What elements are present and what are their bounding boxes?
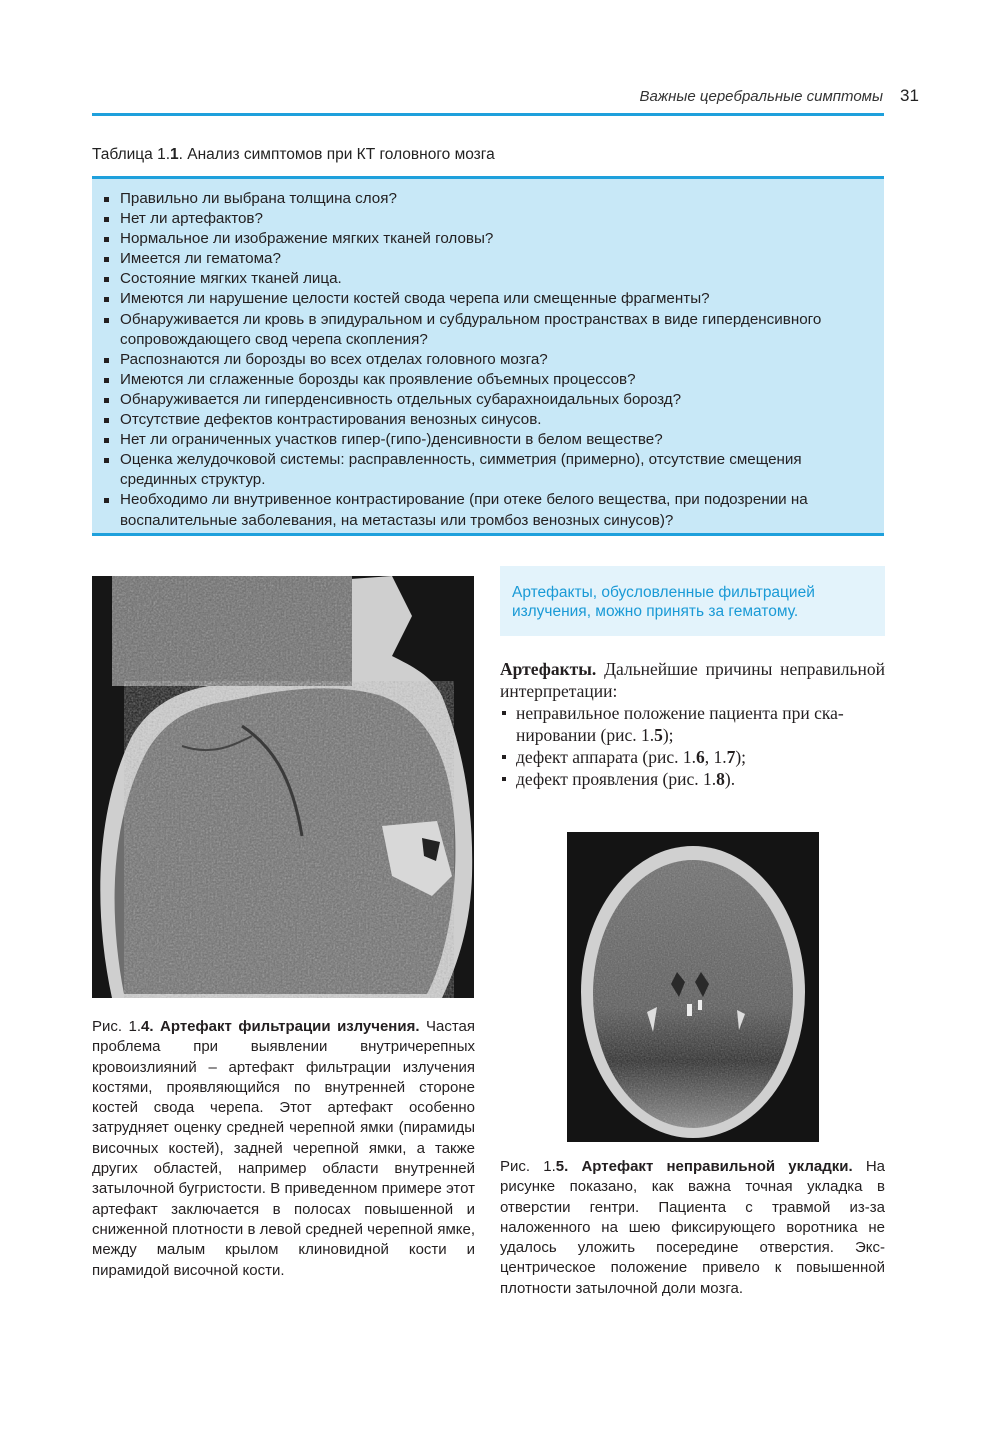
- symptom-item: Нет ли артефактов?: [102, 209, 872, 229]
- artifact-cause-text: дефект проявления (рис. 1.: [516, 769, 717, 789]
- symptom-item: Правильно ли выбрана толщина слоя?: [102, 189, 872, 209]
- symptom-item: Нет ли ограниченных участков гипер-(гипо-)денсивности в белом веществе?: [102, 430, 872, 450]
- figure-4-number: 4: [141, 1018, 150, 1035]
- symptom-item: Имеются ли нарушение целости костей свода черепа или смещенные фрагменты?: [102, 289, 872, 309]
- highlight-box: [500, 566, 885, 636]
- artifact-cause-tail: );: [735, 747, 747, 767]
- artifact-cause-tail: ).: [724, 769, 736, 789]
- artifact-cause-bold: 6: [695, 747, 705, 767]
- page-number: 31: [900, 86, 919, 105]
- figure-5-number: 5: [555, 1158, 565, 1175]
- header-rule: [92, 113, 884, 116]
- symptom-table: [92, 176, 884, 536]
- highlight-text: Артефакты, обусловленные фильтрацией излучения, можно принять за гематому.: [512, 584, 815, 620]
- artifact-causes-list: [500, 702, 885, 790]
- table-caption-number: 1: [170, 146, 179, 163]
- table-caption: [92, 146, 495, 164]
- figure-5-title: . Артефакт неправильной укладки.: [564, 1158, 853, 1175]
- symptom-item: Оценка желудочковой системы: расправленность, симметрия (примерно), отсутствие смещения срединных структур.: [102, 450, 872, 490]
- symptom-item: Необходимо ли внутривенное контрастирование (при отеке белого вещества, при подозрении на воспалительные заболевания, на метастазы или тромбоз венозных синусов)?: [102, 490, 872, 530]
- figure-4-title: . Артефакт фильтрации излучения.: [149, 1018, 420, 1035]
- symptom-item: Нормальное ли изображение мягких тканей головы?: [102, 229, 872, 249]
- artifact-cause-item: [500, 746, 885, 768]
- artifact-cause-bold: 8: [716, 769, 725, 789]
- artifact-cause-bold: 5: [654, 725, 663, 745]
- figure-4-body: Частая проблема при выявлении внутричерепных кровоизлияний – артефакт фильтрации излучения костями, проявляющийся по внутренней стороне костей свода черепа. Этот артефакт особенно затрудняет оценку средней черепной ямки (пирамиды височных костей), задней черепной ямки, а также других областей, например области внутренней затылочной бугристости. В приведенном примере этот артефакт заключается в полосах повышенной и сниженной плотности в левой средней черепной ямке, между малым крылом клиновидной кости и пирамидой височной кости.: [92, 1018, 475, 1279]
- artifact-cause-item: [500, 768, 885, 790]
- figure-5-caption: [500, 1157, 885, 1299]
- figure-4-label: Рис. 1.: [92, 1018, 142, 1035]
- running-header: Важные церебральные симптомы: [639, 88, 883, 105]
- symptom-item: Имеется ли гематома?: [102, 249, 872, 269]
- ct-scan-image-fig4: [92, 576, 474, 998]
- figure-5-body: На рисунке показано, как важна точная укладка в отверстии гентри. Пациента с травмой из-за наложенного на шею фиксирующего воротника не удалось уложить посередине отверстия. Эксцентрическое положение привело к повышенной плотности затылочной доли мозга.: [500, 1158, 886, 1297]
- symptom-item: Отсутствие дефектов контрастирования венозных синусов.: [102, 410, 872, 430]
- symptom-item: Обнаруживается ли гиперденсивность отдельных субарахноидальных борозд?: [102, 390, 872, 410]
- artifact-cause-bold2: 7: [726, 747, 736, 767]
- figure-5-label: Рис. 1.: [500, 1158, 556, 1175]
- artifact-cause-mid: , 1.: [704, 747, 727, 767]
- artifact-cause-text: дефект аппарата (рис. 1.: [516, 747, 696, 767]
- symptom-list: [102, 189, 872, 531]
- symptom-item: Обнаруживается ли кровь в эпидуральном и субдуральном пространствах в виде гиперденсивного сопровождающего свод черепа скопления?: [102, 310, 872, 350]
- artifacts-lead: [500, 658, 885, 702]
- ct-scan-image-fig5: [567, 832, 819, 1142]
- artifacts-lead-bold: Артефакты.: [500, 659, 597, 679]
- table-caption-text: . Анализ симптомов при КТ головного мозга: [178, 146, 495, 163]
- artifacts-lead-text: Дальнейшие причины неправильной интерпретации:: [500, 659, 885, 701]
- artifact-cause-text: неправильное положение пациента при сканировании (рис. 1.: [516, 703, 844, 745]
- artifact-cause-tail: );: [662, 725, 674, 745]
- ct-scan-fig5-drawing: [567, 832, 819, 1142]
- artifact-cause-item: [500, 702, 885, 746]
- table-caption-prefix: Таблица 1.: [92, 146, 171, 163]
- symptom-item: Состояние мягких тканей лица.: [102, 269, 872, 289]
- artifacts-section: [500, 658, 885, 790]
- symptom-item: Имеются ли сглаженные борозды как проявление объемных процессов?: [102, 370, 872, 390]
- symptom-item: Распознаются ли борозды во всех отделах головного мозга?: [102, 350, 872, 370]
- figure-4-caption: [92, 1017, 475, 1281]
- ct-scan-fig4-drawing: [92, 576, 474, 998]
